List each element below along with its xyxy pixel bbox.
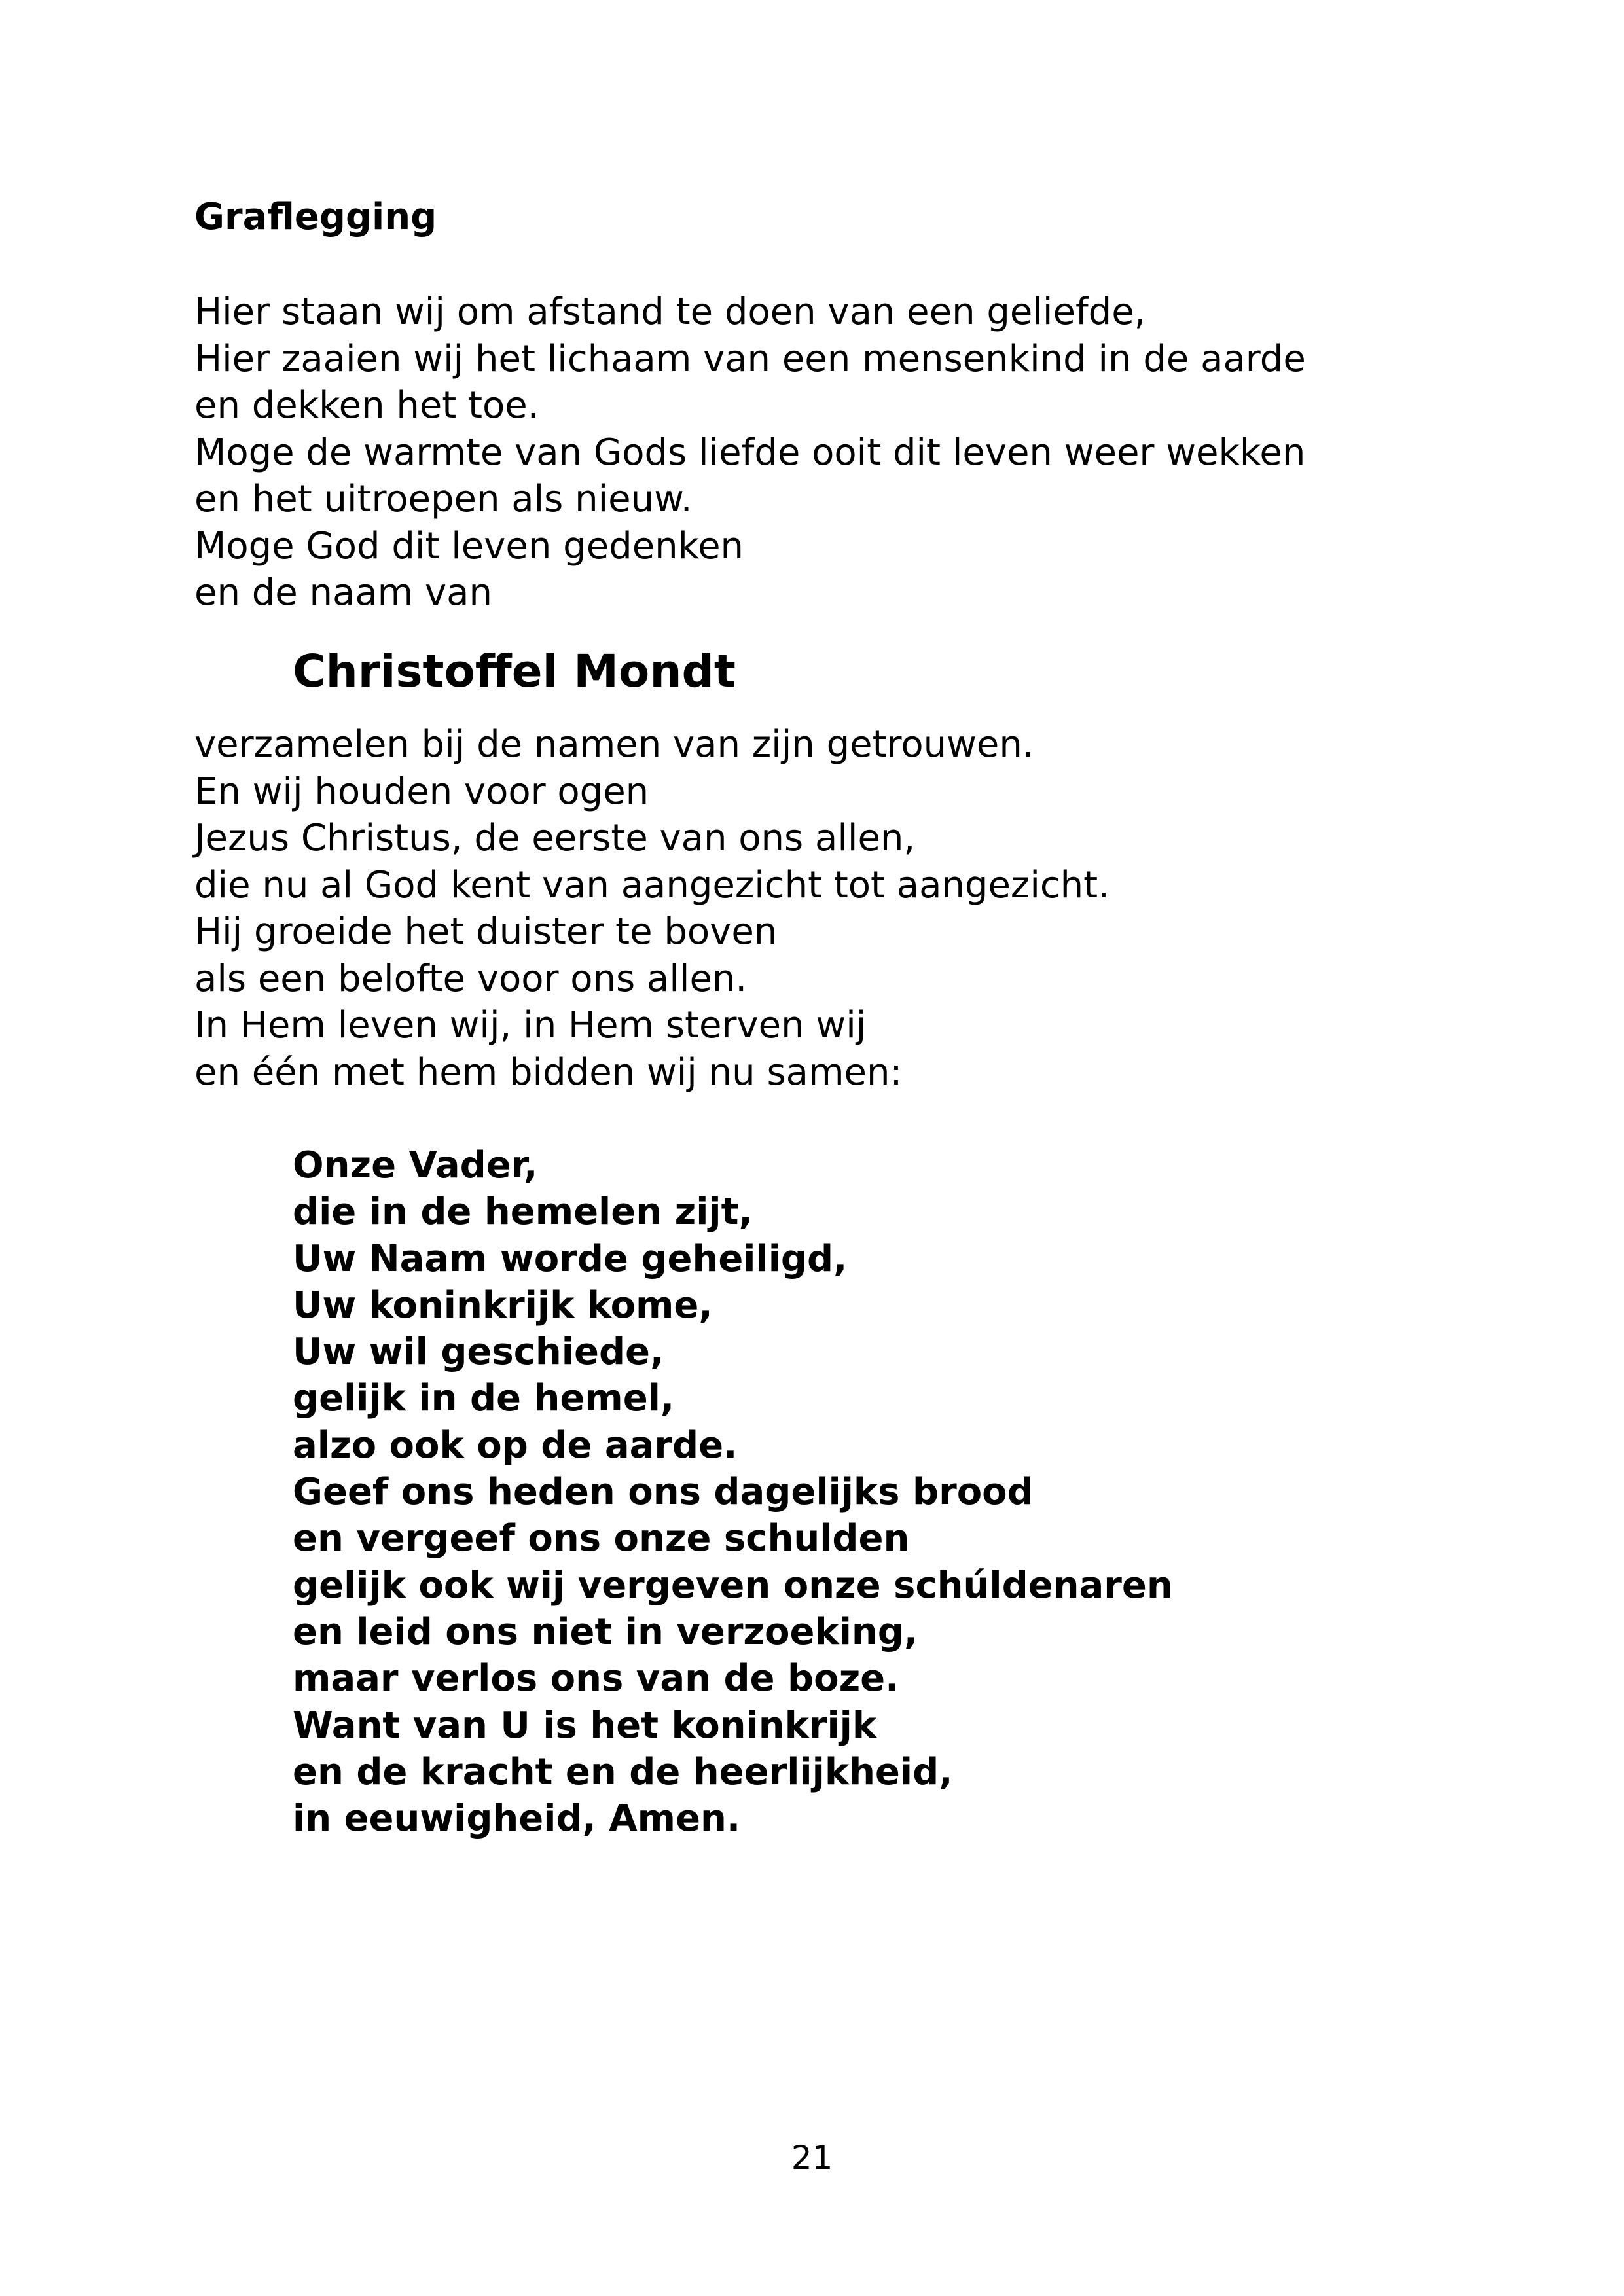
text-line: als een belofte voor ons allen. [194, 957, 748, 1000]
text-line: Moge God dit leven gedenken [194, 524, 744, 567]
prayer-line: Geef ons heden ons dagelijks brood [293, 1471, 1034, 1514]
prayer-line: Uw Naam worde geheiligd, [293, 1237, 848, 1280]
prayer-line: en vergeef ons onze schulden [293, 1517, 910, 1560]
text-line: En wij houden voor ogen [194, 770, 649, 813]
prayer-line: die in de hemelen zijt, [293, 1191, 753, 1234]
text-line: In Hem leven wij, in Hem sterven wij [194, 1004, 867, 1047]
body-text [194, 721, 1110, 1096]
section-heading: Graflegging [194, 196, 437, 238]
text-line: verzamelen bij de namen van zijn getrouwen. [194, 723, 1034, 766]
prayer-line: gelijk ook wij vergeven onze schúldenaren [293, 1564, 1173, 1607]
text-line: Hier zaaien wij het lichaam van een mensenkind in de aarde [194, 337, 1306, 380]
prayer-line: alzo ook op de aarde. [293, 1424, 738, 1467]
text-line: Hier staan wij om afstand te doen van een geliefde, [194, 291, 1146, 333]
prayer-line: Uw wil geschiede, [293, 1331, 664, 1374]
lords-prayer [293, 1142, 1173, 1842]
prayer-line: in eeuwigheid, Amen. [293, 1797, 741, 1840]
text-line: Moge de warmte van Gods liefde ooit dit leven weer wekken [194, 431, 1306, 474]
text-line: en dekken het toe. [194, 384, 539, 427]
prayer-line: en de kracht en de heerlijkheid, [293, 1750, 953, 1793]
prayer-line: en leid ons niet in verzoeking, [293, 1610, 918, 1653]
prayer-line: Want van U is het koninkrijk [293, 1704, 877, 1747]
text-line: Hij groeide het duister te boven [194, 910, 778, 953]
deceased-name: Christoffel Mondt [293, 645, 736, 698]
prayer-line: Onze Vader, [293, 1144, 538, 1187]
text-line: en de naam van [194, 571, 492, 614]
prayer-line: gelijk in de hemel, [293, 1377, 675, 1420]
page-number: 21 [791, 2139, 833, 2177]
text-line: die nu al God kent van aangezicht tot aangezicht. [194, 863, 1110, 906]
text-line: en één met hem bidden wij nu samen: [194, 1050, 903, 1094]
text-line: en het uitroepen als nieuw. [194, 478, 693, 520]
intro-text [194, 289, 1306, 617]
prayer-line: Uw koninkrijk kome, [293, 1283, 713, 1327]
prayer-line: maar verlos ons van de boze. [293, 1657, 899, 1700]
text-line: Jezus Christus, de eerste van ons allen, [194, 817, 916, 859]
